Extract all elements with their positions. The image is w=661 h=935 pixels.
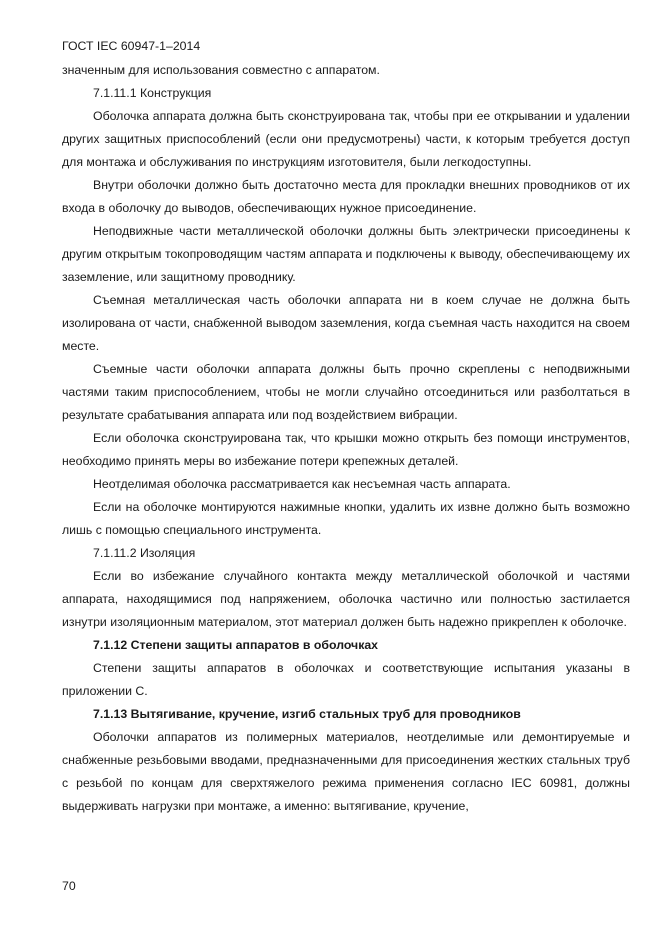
paragraph: Степени защиты аппаратов в оболочках и соответствующие испытания указаны в приложении С.	[62, 661, 630, 698]
section-heading-7-1-12: 7.1.12 Степени защиты аппаратов в оболочках	[93, 638, 379, 652]
paragraph: Если на оболочке монтируются нажимные кнопки, удалить их извне должно быть возможно лишь с помощью специального инструмента.	[62, 500, 630, 537]
paragraph: Съемная металлическая часть оболочки аппарата ни в коем случае не должна быть изолирована от части, снабженной выводом заземления, когда съемная часть находится на своем месте.	[62, 293, 630, 353]
document-body	[62, 59, 630, 818]
paragraph: Неподвижные части металлической оболочки должны быть электрически присоединены к другим открытым токопроводящим частям аппарата и подключены к выводу, обеспечивающему их заземление, или защитному проводнику.	[62, 224, 630, 284]
paragraph: Внутри оболочки должно быть достаточно места для прокладки внешних проводников от их входа в оболочку до выводов, обеспечивающих нужное присоединение.	[62, 178, 630, 215]
page-number: 70	[62, 879, 76, 893]
paragraph: Если во избежание случайного контакта между металлической оболочкой и частями аппарата, находящимися под напряжением, оболочка частично или полностью застилается изнутри изоляционным материалом, этот материал должен быть надежно прикреплен к оболочке.	[62, 569, 630, 629]
paragraph: Если оболочка сконструирована так, что крышки можно открыть без помощи инструментов, необходимо принять меры во избежание потери крепежных деталей.	[62, 431, 630, 468]
paragraph: Оболочка аппарата должна быть сконструирована так, чтобы при ее открывании и удалении других защитных приспособлений (если они предусмотрены) части, к которым требуется доступ для монтажа и обслуживания по инструкциям изготовителя, были легкодоступны.	[62, 109, 630, 169]
section-heading-7-1-13: 7.1.13 Вытягивание, кручение, изгиб стальных труб для проводников	[93, 707, 521, 721]
paragraph: Съемные части оболочки аппарата должны быть прочно скреплены с неподвижными частями таким приспособлением, чтобы не могли случайно отсоединиться или разболтаться в результате срабатывания аппарата или под воздействием вибрации.	[62, 362, 630, 422]
paragraph-continuation: значенным для использования совместно с аппаратом.	[62, 63, 380, 77]
subsection-heading-7-1-11-2: 7.1.11.2 Изоляция	[93, 546, 196, 560]
subsection-heading-7-1-11-1: 7.1.11.1 Конструкция	[93, 86, 212, 100]
paragraph: Оболочки аппаратов из полимерных материалов, неотделимые или демонтируемые и снабженные резьбовыми вводами, предназначенными для присоединения жестких стальных труб с резьбой по концам для сверхтяжелого режима применения согласно IEC 60981, должны выдерживать нагрузки при монтаже, а именно: вытягивание, кручение,	[62, 730, 630, 813]
paragraph: Неотделимая оболочка рассматривается как несъемная часть аппарата.	[93, 477, 511, 491]
document-header: ГОСТ IEC 60947-1–2014	[62, 39, 201, 53]
